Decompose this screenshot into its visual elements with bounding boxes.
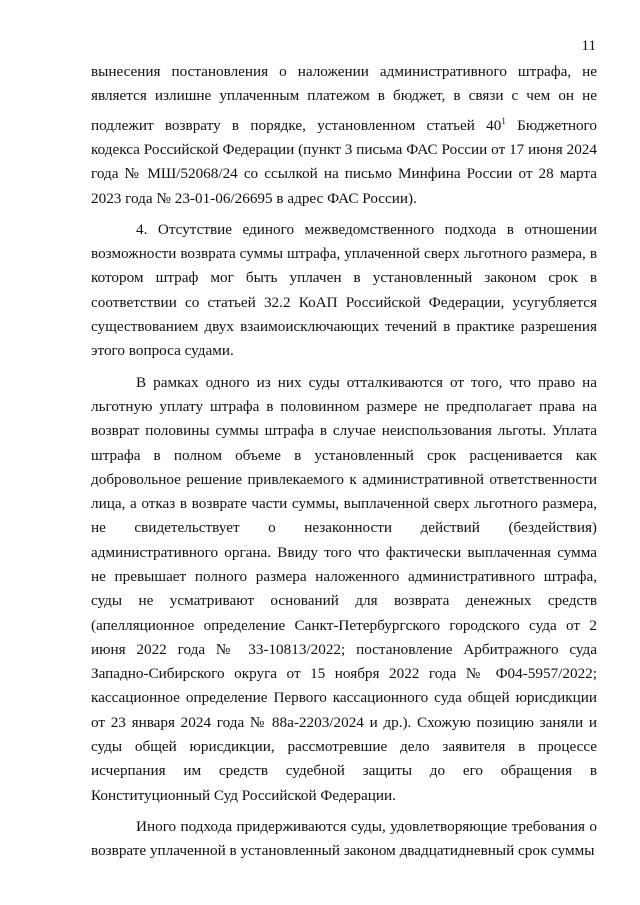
paragraph-second-approach: Иного подхода придерживаются суды, удовлетворяющие требования о возврате уплаченной в установленный законом двадцатидневный срок суммы [91, 817, 597, 860]
paragraph-first-approach: В рамках одного из них суды отталкиваются от того, что право на льготную уплату штрафа в половинном размере не предполагает права на возврат половины суммы штрафа в случае неиспользования льготы. Уплата штрафа в полном объеме в установленный срок расценивается как добровольное решение привлекаемого к административной ответственности лица, а отказ в возврате части суммы, выплаченной сверх льготного размера, не свидетельствует о незаконности действий (бездействия) административного органа. Ввиду того что фактически выплаченная сумма не превышает полного размера наложенного административного штрафа, суды не усматривают оснований для возврата денежных средств (апелляционное определение Санкт-Петербургского городского суда от 2 июня 2022 года № 33-10813/2022; постановление Арбитражного суда Западно-Сибирского округа от 15 ноября 2022 года № Ф04-5957/2022; кассационное определение Первого кассационного суда общей юрисдикции от 23 января 2024 года № 88а-2203/2024 и др.). Схожую позицию заняли и суды общей юрисдикции, рассмотревшие дело заявителя в процессе исчерпания им средств судебной защиты до его обращения в Конституционный Суд Российской Федерации. [91, 373, 597, 804]
paragraph-text-start: вынесения постановления о наложении административного штрафа, не является излишне уплаченным платежом в бюджет, в связи с чем он не подлежит возврату в порядке, установленном статьей 40 [91, 63, 597, 134]
page-number: 11 [581, 38, 596, 54]
paragraph-text-end: Бюджетного кодекса Российской Федерации (пункт 3 письма ФАС России от 17 июня 2024 года № МШ/52068/24 со ссылкой на письмо Минфина России от 28 марта 2023 года № 23-01-06/26695 в адрес ФАС России). [91, 116, 598, 207]
paragraph-continuation [91, 60, 597, 211]
document-body [91, 60, 597, 864]
article-superscript: 1 [501, 115, 506, 126]
paragraph-point-4: 4. Отсутствие единого межведомственного подхода в отношении возможности возврата суммы штрафа, уплаченной сверх льготного размера, в котором штраф мог быть уплачен в установленный законом срок в соответствии со статьей 32.2 КоАП Российской Федерации, усугубляется существованием двух взаимоисключающих течений в практике разрешения этого вопроса судами. [91, 220, 597, 360]
